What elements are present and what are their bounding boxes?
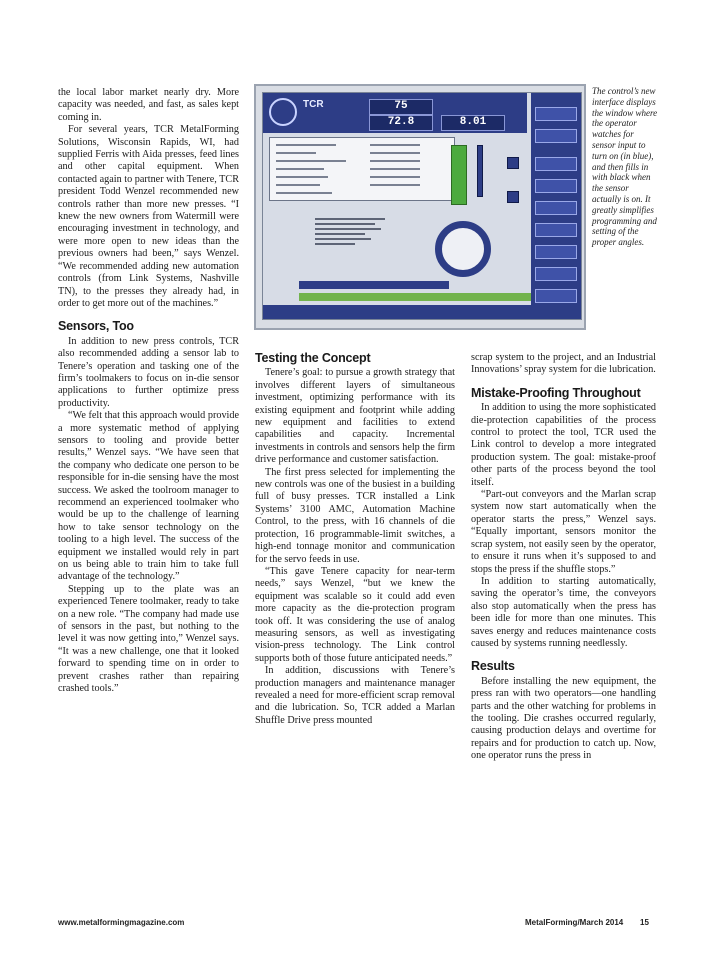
paragraph: scrap system to the project, and an Industrial Innovations’ spray system for die lubrication. [471, 352, 656, 376]
paragraph: “This gave Tenere capacity for near-term needs,” says Wenzel, “but we knew the equipment was scalable so it could add even more capacity as the die-protection program took off. It was considering the use of analog measuring sensors, as well as investigating vision-press technology. The Link control supports both of those future anticipated needs.” [255, 565, 455, 664]
list-row [276, 160, 346, 162]
list-row [370, 160, 420, 162]
screen-side-button [535, 267, 577, 281]
stroke-progress-bar [299, 293, 531, 301]
paragraph: Before installing the new equipment, the press ran with two operators—one handling parts and the other watching for problems in the tooling. Die crashes occurred regularly, causing production delays and overtime for repairs and for production to catch up. Now, one operator runs the press in [471, 675, 656, 762]
sensor-level-bar [451, 145, 467, 205]
screen-side-button [535, 245, 577, 259]
parameter-readout [315, 215, 395, 248]
paragraph: “Part-out conveyors and the Marlan scrap system now start automatically when the operator starts the press,” Wenzel says. “Equally important, sensors monitor the scrap system, not easily seen by the operator, to ensure it runs when it’s supposed to and stops the press if the shuffle stops.” [471, 489, 656, 575]
list-row [370, 176, 420, 178]
screen-logo: TCR [303, 99, 324, 110]
list-row [370, 184, 420, 186]
screen-header [263, 93, 527, 133]
angle-dial-icon [435, 221, 491, 277]
list-row [276, 192, 332, 194]
readout-box: 75 [369, 99, 433, 115]
screen-side-button [535, 289, 577, 303]
screen-side-button [535, 107, 577, 121]
screen-side-button [535, 179, 577, 193]
article-column-2 [255, 352, 455, 727]
paragraph: Stepping up to the plate was an experienced Tenere toolmaker, ready to take on a new role. “The company had made use of sensors in the past, but nothing to the level it was now getting into,” Wenzel says. “It was a new challenge, one that it looked forward to spending time on in order to prevent crashes rather than repairing crashed tools.” [58, 583, 239, 695]
sensor-window-bar [299, 281, 449, 289]
section-heading-results: Results [471, 659, 515, 674]
control-screen-photo [254, 84, 586, 330]
page-number: 15 [640, 918, 649, 927]
control-interface-screen [262, 92, 582, 320]
section-heading-sensors: Sensors, Too [58, 319, 134, 334]
section-heading-testing: Testing the Concept [255, 351, 371, 365]
screen-side-button [535, 201, 577, 215]
footer-website: www.metalformingmagazine.com [58, 918, 185, 927]
paragraph: In addition, discussions with Tenere’s production managers and maintenance manager revealed a need for more-efficient scrap removal and die lubrication. So, TCR added a Marlan Shuffle Drive press mounted [255, 665, 455, 726]
paragraph: the local labor market nearly dry. More capacity was needed, and fast, as sales kept coming in. [58, 87, 239, 123]
readout-box: 8.01 [441, 115, 505, 131]
screen-side-button [535, 223, 577, 237]
screen-bottom-bar [263, 305, 581, 319]
paragraph: The first press selected for implementing the new controls was one of the busiest in a building full of busy presses. TCR installed a Link Systems’ 3100 AMC, Automation Machine Control, to the press, with 16 channels of die protection, 16 programmable-limit switches, a high-end tonnage monitor and communication for the servo feeds in use. [255, 466, 455, 565]
paragraph: Tenere’s goal: to pursue a growth strategy that involves different layers of simultaneous investment, optimizing performance with its existing equipment and footprint while adding new equipment and facilities to extend capabilities and capacity. Incremental investments in controls and sensors help the firm drive performance and customer satisfaction. [255, 367, 455, 466]
logo-circle-icon [269, 98, 297, 126]
article-column-1 [58, 87, 239, 696]
paragraph: In addition to new press controls, TCR also recommended adding a sensor lab to Tenere’s operation and tasking one of the firm’s toolmakers to focus on in-die sensor applications to further optimize press productivity. [58, 335, 239, 409]
article-column-3 [471, 352, 656, 763]
readout-box: 72.8 [369, 115, 433, 131]
sensor-list-panel [269, 137, 455, 201]
screen-sidebar [531, 93, 581, 319]
list-row [276, 184, 320, 186]
list-row [370, 168, 420, 170]
screen-side-button [535, 157, 577, 171]
paragraph: In addition to using the more sophisticated die-protection capabilities of the process control to protect the tool, TCR used the Link control to develop a more integrated production system. The goal: mistake-proof other parts of the process beyond the tool itself. [471, 402, 656, 488]
list-row [370, 152, 420, 154]
paragraph: For several years, TCR MetalForming Solutions, Wisconsin Rapids, WI, had supplied Ferris with Aida presses, feed lines and other capital equipment. When contacted again to partner with Tenere, TCR president Todd Wenzel recommended new controls rather than more new presses. “I knew the new owners from Watermill were encouraging investment in technology, and were more open to new ideas than the previous owners had been,” says Wenzel. “We recommended adding new automation controls (from Link Systems, Nashville TN), to the presses they already had, in order to get more out of the machines.” [58, 124, 239, 309]
section-heading-mistake-proofing: Mistake-Proofing Throughout [471, 385, 641, 400]
screen-side-button [535, 129, 577, 143]
list-row [276, 144, 336, 146]
footer-publication: MetalForming/March 2014 [525, 918, 624, 927]
list-row [276, 152, 316, 154]
list-row [276, 176, 328, 178]
sensor-probe-icon [477, 145, 483, 197]
list-row [276, 168, 324, 170]
list-row [370, 144, 420, 146]
figure-caption: The control’s new interface displays the window where the operator watches for sensor input to turn on (in blue), and then fills in with black when the sensor actually is on. It greatly simplifies programming and setting of the proper angles. [592, 86, 658, 248]
indicator-square-icon [507, 191, 519, 203]
paragraph: In addition to starting automatically, saving the operator’s time, the conveyors also stop automatically when the press has been idle for more than one minutes. This saves energy and reduces maintenance costs caused by systems running needlessly. [471, 575, 656, 649]
paragraph: “We felt that this approach would provide a more systematic method of applying sensors to tooling and provide better results,” Wenzel says. “We have seen that the company who dedicate one person to be responsible for in-die sensing have the most success. We asked the toolroom manager to recommend an experienced toolmaker who would be up to the challenge of learning how to take sensor technology on the tooling to a high level. The success of the equipment we installed would rely in part on us being able to train him to take full advantage of the technology.” [58, 410, 239, 583]
indicator-square-icon [507, 157, 519, 169]
